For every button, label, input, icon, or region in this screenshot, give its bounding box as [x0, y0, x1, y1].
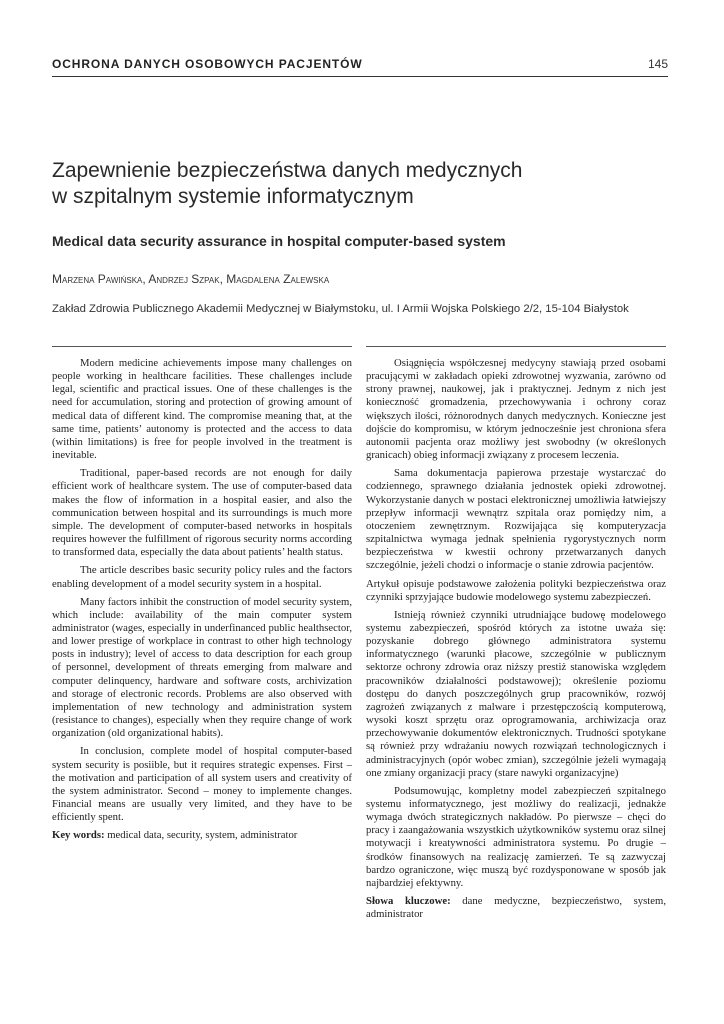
article-title-english: Medical data security assurance in hospital computer-based system — [52, 233, 506, 249]
keywords-pl — [366, 895, 666, 921]
abstract-pl-paragraph: Istnieją również czynniki utrudniające budowę modelowego systemu zabezpieczeń, spośród których za istotne uważa się: pozyskanie dobrego głównego administratora systemu informatycznego (warunki płacowe, szczególnie w publicznym sektorze ochrony zdrowia oraz niższy prestiż stanowiska względem pracowników działalności podstawowej); określenie poziomu dostępu do danych poszczególnych grup pracowników, rozwój zagrożeń związanych z malware i przestępczością komputerową, wysoki koszt sprzętu oraz oprogramowania, archiwizacja oraz przechowywanie dokumentów elektronicznych. Trudności spotykane są również przy wdrażaniu nowych rozwiązań technologicznych i administracyjnych (opór wobec zmian), szczególnie jeżeli wymagają one zmiany organizacji pracy (stare nawyki organizacyjne) — [366, 608, 666, 779]
abstract-pl-paragraph: Podsumowując, kompletny model zabezpieczeń szpitalnego systemu informatycznego, jest możliwy do realizacji, jednakże wymaga dwóch strategicznych nakładów. Po pierwsze – chęci do pracy i zaangażowania wszystkich użytkowników systemu oraz silnej motywacji i kreatywności administratora systemu. Po drugie – środków finansowych na realizację zamierzeń. Te są zazwyczaj bardzo ograniczone, więc muszą być rozdysponowane w sposób jak najbardziej efektywny. — [366, 784, 666, 889]
title-line-1: Zapewnienie bezpieczeństwa danych medycznych — [52, 159, 523, 182]
affiliation: Zakład Zdrowia Publicznego Akademii Medycznej w Białymstoku, ul. I Armii Wojska Polskiego 2/2, 15-104 Białystok — [52, 303, 629, 315]
keywords-pl-value: dane medyczne, bezpieczeństwo, system, administrator — [366, 895, 666, 921]
abstract-en-paragraph: Modern medicine achievements impose many challenges on people working in healthcare facilities. These challenges include legal, scientific and practical issues. One of these challenges is the need for accumulation, storing and protection of growing amount of medical data of different kind. The compromise meaning that, at the same time, patients’ autonomy is protected and the access to data (within limitations) is free for people involved in the treatment is inevitable. — [52, 357, 352, 462]
title-line-2: w szpitalnym systemie informatycznym — [52, 185, 414, 208]
article-title-polish — [52, 158, 668, 210]
keywords-en-label: Key words: — [52, 829, 105, 842]
abstract-en-paragraph: Many factors inhibit the construction of model security system, which include: availability of the main computer system administrator (wages, especially in underfinanced public healthsector, and lower prestige of workplace in contrast to other high technology posts in industry); level of access to data description for each group of personnel, development of threats emerging from malware and computer delinquency, hardware and software costs, archivization and storage of electronic records. Problems are also observed with implementation of new technology and administration system (resistance to changes), especially when they require change of work organization (old organizational habits). — [52, 595, 352, 740]
abstract-polish — [366, 346, 666, 926]
page-number: 145 — [647, 57, 668, 71]
abstract-pl-paragraph: Sama dokumentacja papierowa przestaje wystarczać do codziennego, sprawnego działania jednostek opieki zdrowotnej. Wykorzystanie danych w postaci elektronicznej umożliwia łatwiejszy przepływ informacji wewnątrz szpitala oraz pomiędzy nim, a otoczeniem zewnętrznym. Rozwijająca się komputeryzacja szpitalnictwa wymaga jednak spełnienia rygorystycznych norm bezpieczeństwa w kwestii ochrony przetwarzanych danych szczególnie, jeżeli chodzi o informacje o stanie zdrowia pacjentów. — [366, 467, 666, 572]
abstract-english — [52, 346, 352, 847]
abstract-en-paragraph: Traditional, paper-based records are not enough for daily efficient work of healthcare system. The use of computer-based data makes the flow of information in a hospital easier, and also the communication between hospital and its surroundings is much more simple. The development of computer-based networks in hospitals requires however the fulfillment of rigorous security norms according to transformed data, especially the data about patients’ health status. — [52, 467, 352, 559]
abstract-en-paragraph: In conclusion, complete model of hospital computer-based system security is posiible, but it requires strategic expenses. First – the motivation and participation of all system users and creativity of the system administrator. Second – money to implemente changes. Financial means are usually very limited, and they have to be efficiently spent. — [52, 745, 352, 824]
running-title: OCHRONA DANYCH OSOBOWYCH PACJENTÓW — [52, 57, 363, 71]
abstract-en-paragraph: The article describes basic security policy rules and the factors enabling development of a model security system in a hospital. — [52, 564, 352, 590]
keywords-en-value: medical data, security, system, administrator — [107, 829, 298, 842]
abstract-pl-paragraph: Osiągnięcia współczesnej medycyny stawiają przed osobami pracującymi w zakładach opieki zdrowotnej wyzwania, zarówno od strony prawnej, naukowej, jak i praktycznej. Jednym z nich jest konieczność gromadzenia, przechowywania i ochrony coraz większych ilości, różnorodnych danych medycznych. Konieczne jest dojście do kompromisu, w którym jednocześnie jest chroniona sfera autonomii pacjenta oraz możliwy jest swobodny (w określonych granicach) obieg informacji związany z procesem leczenia. — [366, 357, 666, 462]
keywords-pl-label: Słowa kluczowe: — [366, 895, 451, 908]
abstract-pl-paragraph: Artykuł opisuje podstawowe założenia polityki bezpieczeństwa oraz czynniki sprzyjające budowie modelowego systemu zabezpieczeń. — [366, 577, 666, 603]
authors: Marzena Pawińska, Andrzej Szpak, Magdalena Zalewska — [52, 272, 330, 286]
keywords-en — [52, 829, 352, 842]
header-rule — [52, 76, 668, 77]
